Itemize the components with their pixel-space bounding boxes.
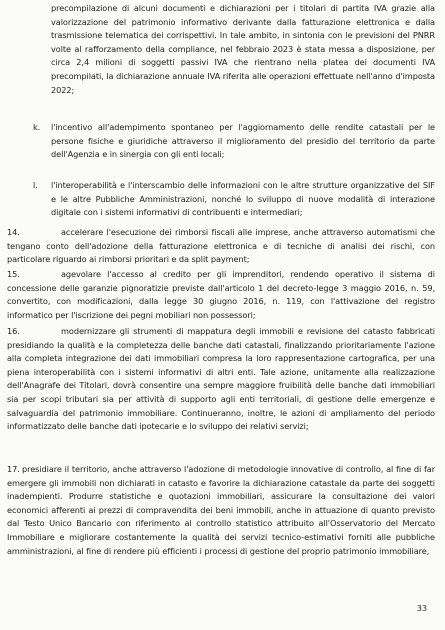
list-item-label: 17. [7, 464, 20, 474]
list-item-text: l'interoperabilità e l'interscambio delle informazioni con le altre strutture organizzative del SIF e le altre Pubbliche Amministrazioni, nonché lo sviluppo di nuove modalità di interazione digitale con i sistemi informativi di contribuenti e intermediari; [51, 180, 435, 218]
list-item-label: 16. [7, 326, 20, 336]
list-item-label: 14. [7, 227, 20, 237]
list-item-text: l'incentivo all'adempimento spontaneo per l'aggiornamento delle rendite catastali per le persone fisiche e giuridiche attraverso il miglioramento del presidio del territorio da parte dell'Agenzia e in sinergia con gli enti locali; [51, 122, 435, 160]
list-item-text: presidiare il territorio, anche attraverso l'adozione di metodologie innovative di controllo, al fine di far emergere gli immobili non dichiarati in catasto e favorire la dichiarazione catastale da parte dei soggetti inadempienti. Produrre statistiche e quotazioni immobiliari, assicurare la consultazione dei valori economici afferenti ai prezzi di compravendita dei beni immobili, anche in attuazione di quanto previsto dal Testo Unico Bancario con riferimento al controllo statistico attribuito all'Osservatorio del Mercato Immobiliare e migliorare costantemente la qualità dei servizi tecnico-estimativi forniti alle pubbliche amministrazioni, al fine di rendere più efficienti i processi di gestione del proprio patrimonio immobiliare, [7, 464, 435, 556]
list-item-label: 15. [7, 269, 20, 279]
list-item-text: modernizzare gli strumenti di mappatura degli immobili e revisione del catasto fabbricati presidiando la qualità e la completezza delle banche dati catastali, finalizzando prioritariamente l'azione alla completa integrazione dei dati immobiliari compresa la loro rappresentazione cartografica, per una piena interoperabilità con i sistemi informativi di altri enti. Tale azione, unitamente alla realizzazione dell'Anagrafe dei Titolari, dovrà consentire una sempre maggiore fruibilità delle banche dati immobiliari sia per scopi tributari sia per attività di supporto agli enti territoriali, di gestione delle emergenze e salvaguardia del patrimonio immobiliare. Continueranno, inoltre, le azioni di ampliamento del periodo informatizzato delle banche dati ipotecarie e lo sviluppo dei relativi servizi; [7, 326, 435, 432]
list-item-text: agevolare l'accesso al credito per gli imprenditori, rendendo operativo il sistema di concessione delle garanzie pignoratizie previste dall'articolo 1 del decreto-legge 3 maggio 2016, n. 59, convertito, con modificazioni, dalla legge 30 giugno 2016, n. 119, con l'attivazione del registro informatico per l'iscrizione dei pegni mobiliari non possessori; [7, 269, 435, 320]
list-item-text: accelerare l'esecuzione dei rimborsi fiscali alle imprese, anche attraverso automatismi che tengano conto dell'adozione della fatturazione elettronica e di tecniche di analisi dei rischi, con particolare riguardo ai rimborsi prioritari e da split payment; [7, 227, 435, 265]
continued-paragraph: precompilazione di alcuni documenti e dichiarazioni per i titolari di partita IVA grazie alla valorizzazione del patrimonio informativo derivante dalla fatturazione elettronica e dalla trasmissione telematica dei corrispettivi. In tale ambito, in sintonia con le previsioni del PNRR volte al rafforzamento della compliance, nel febbraio 2023 è stata messa a disposizione, per circa 2,4 milioni di soggetti passivi IVA che rientrano nella platea dei documenti IVA precompilati, la dichiarazione annuale IVA riferita alle operazioni effettuate nell'anno d'imposta 2022; [51, 3, 435, 95]
list-item-label: l. [33, 180, 38, 190]
page-number: 33 [416, 603, 427, 614]
list-item-label: k. [33, 122, 41, 132]
